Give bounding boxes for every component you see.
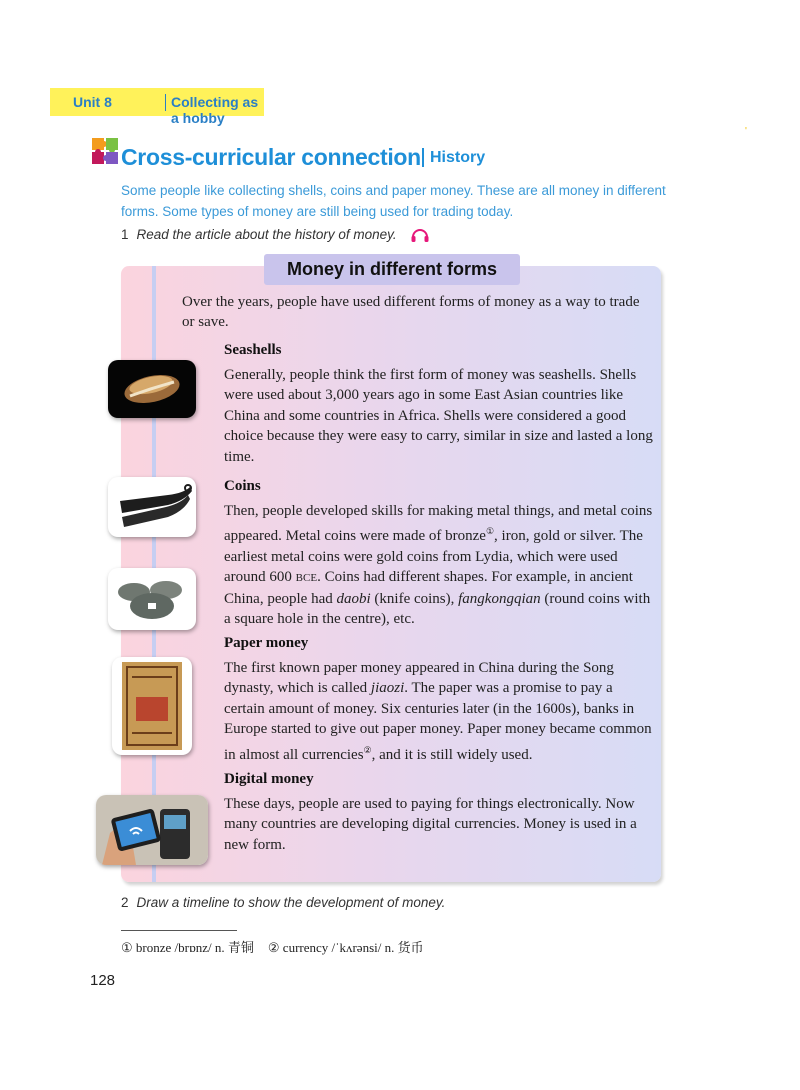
task-2 — [121, 895, 445, 910]
footnote-divider — [121, 930, 237, 931]
coins-heading: Coins — [224, 478, 261, 494]
unit-title: Collecting as a hobby — [171, 94, 259, 126]
seashells-text: Generally, people think the first form of money was seashells. Shells were used about 3,000 years ago in some East Asian countries like China and some countries in Africa. Shells were considered a good choice because they were easy to carry, similar in size and lasted a long time. — [224, 367, 653, 465]
coins-text-4: (knife coins), — [370, 590, 459, 607]
coins-text-2: , iron, gold or silver. The earliest metal coins were gold coins from Lydia, which were used around 600 — [224, 528, 643, 586]
unit-tab — [50, 88, 264, 126]
jiaozi-term: jiaozi — [370, 680, 405, 697]
knife-coins-image — [108, 477, 196, 537]
puzzle-icon — [90, 136, 122, 166]
paper-text-1: The first known paper money appeared in China during the Song dynasty, which is called — [224, 660, 614, 697]
cowrie-shell-image — [108, 360, 196, 418]
coins-text — [224, 501, 654, 629]
footnote-1: ① bronze /brɒnz/ n. 青铜 — [121, 940, 254, 955]
unit-divider — [165, 94, 166, 111]
coins-text-3: . Coins had different shapes. For example, in ancient China, people had — [224, 569, 633, 607]
task-2-number: 2 — [121, 895, 129, 910]
fangkongqian-term: fangkongqian — [458, 590, 541, 607]
footnotes — [121, 937, 424, 956]
paper-money-text — [224, 658, 654, 765]
footnote-2: ② currency /ˈkʌrənsi/ n. 货币 — [267, 940, 424, 955]
paper-money-heading: Paper money — [224, 635, 309, 651]
page-number: 128 — [90, 972, 116, 989]
coins-text-5: (round coins with a square hole in the centre), etc. — [224, 590, 651, 628]
phone-payment-image — [96, 795, 208, 865]
intro-text: Some people like collecting shells, coins and paper money. These are all money in different forms. Some types of money are still being used for trading today. — [121, 183, 666, 219]
seashells-heading: Seashells — [224, 342, 282, 358]
footnote-ref-1: ① — [485, 526, 495, 537]
task-2-text: Draw a timeline to show the development of money. — [136, 895, 446, 910]
jiaozi-note-image — [112, 657, 192, 755]
task-1 — [121, 227, 397, 242]
task-1-text: Read the article about the history of money. — [136, 227, 397, 242]
paper-text-2: . The paper was a promise to pay a certain amount of money. Six centuries later (in the 1600s), banks in Europe started to give out paper money. Paper money became common in almost all currencies — [224, 680, 652, 763]
unit-number: Unit 8 — [73, 94, 112, 110]
section-subject: History — [430, 149, 486, 166]
margin-mark: ' — [745, 126, 747, 137]
coins-text-1: Then, people developed skills for making metal things, and metal coins appeared. Metal coins were made of bronze — [224, 503, 653, 545]
section-title: Cross-curricular connection — [121, 144, 421, 170]
daobi-term: daobi — [336, 590, 371, 607]
digital-money-heading: Digital money — [224, 771, 314, 787]
article-title: Money in different forms — [264, 254, 520, 285]
article-opening: Over the years, people have used different forms of money as a way to trade or save. — [182, 294, 640, 331]
bce-label: BCE — [295, 572, 318, 585]
section-divider — [422, 148, 424, 167]
paper-text-3: , and it is still widely used. — [371, 746, 533, 763]
footnote-ref-2: ② — [363, 744, 372, 755]
task-1-number: 1 — [121, 227, 129, 242]
digital-money-text: These days, people are used to paying for things electronically. Now many countries are developing digital currencies. Money is used in a new form. — [224, 796, 637, 853]
headphones-icon[interactable] — [410, 226, 430, 244]
round-coins-image — [108, 568, 196, 630]
